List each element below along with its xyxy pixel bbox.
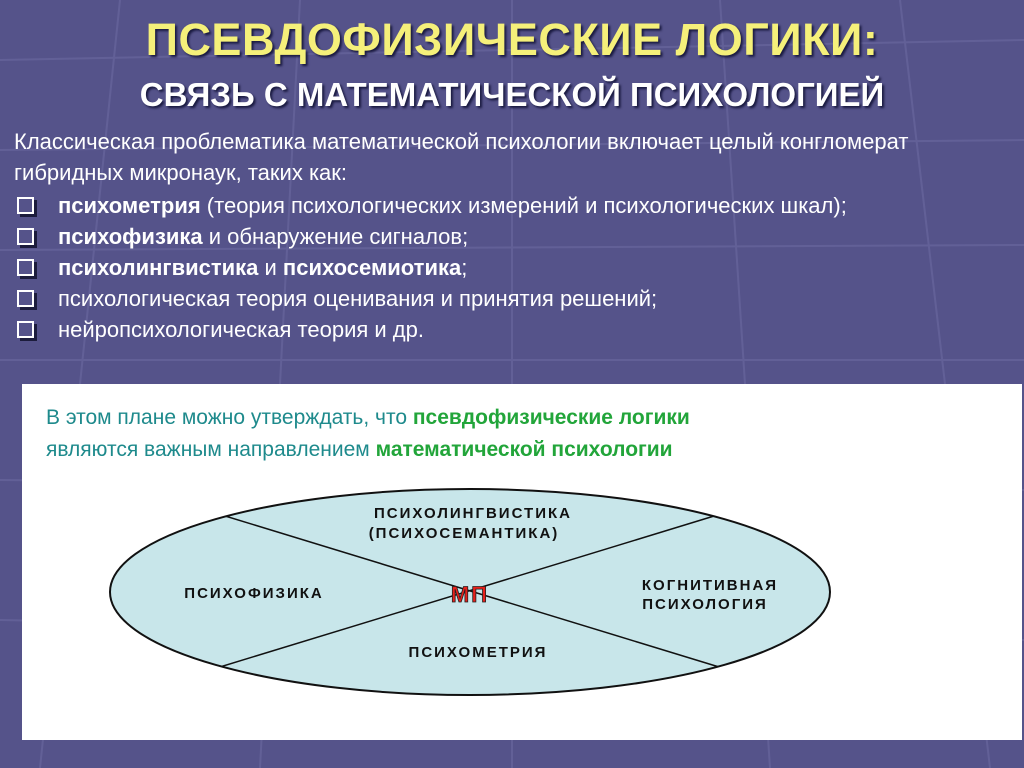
diagram-panel [22,384,1022,740]
checkbox-bullet-icon [17,290,34,307]
slide-subtitle: СВЯЗЬ С МАТЕМАТИЧЕСКОЙ ПСИХОЛОГИЕЙ [139,76,885,113]
list-item [14,314,1014,345]
bullet-term-2: психосемиотика [282,255,462,280]
bullet-term: психофизика [58,224,203,249]
ellipse-diagram [22,384,1022,740]
statement-part2: являются важным направлением [46,438,376,461]
bullet-list [14,190,1014,345]
bullet-text: (теория психологических измерений и психологических шкал); [200,193,847,218]
center-label: МП [450,582,490,607]
bullet-text: нейропсихологическая теория и др. [58,317,424,342]
statement-bold2: математической психологии [375,438,673,461]
bullet-text-end: ; [461,255,468,280]
checkbox-bullet-icon [17,321,34,338]
sector-top-label-2: (ПСИХОСЕМАНТИКА) [368,525,560,542]
intro-text: Классическая проблематика математической психологии включает целый конгломерат гибридных микронаук, таких как: [14,129,909,185]
list-item [14,190,1014,221]
bullet-term: психолингвистика [58,255,259,280]
bullet-text: и обнаружение сигналов; [202,224,469,249]
sector-top-label-1: ПСИХОЛИНГВИСТИКА [374,505,572,522]
statement-part1: В этом плане можно утверждать, что [46,406,413,429]
bullet-text: психологическая теория оценивания и принятия решений; [58,286,658,311]
list-item [14,252,1014,283]
slide-title: ПСЕВДОФИЗИЧЕСКИЕ ЛОГИКИ: [145,14,879,65]
sector-right-label-2: ПСИХОЛОГИЯ [642,596,768,613]
list-item [14,283,1014,314]
sector-right-label-1: КОГНИТИВНАЯ [641,577,779,594]
checkbox-bullet-icon [17,228,34,245]
statement-bold1: псевдофизические логики [412,406,690,429]
bullet-text: и [258,255,283,280]
sector-bottom-label: ПСИХОМЕТРИЯ [408,644,548,661]
bullet-term: психометрия [58,193,201,218]
checkbox-bullet-icon [17,259,34,276]
list-item [14,221,1014,252]
checkbox-bullet-icon [17,197,34,214]
sector-left-label: ПСИХОФИЗИКА [184,585,324,602]
